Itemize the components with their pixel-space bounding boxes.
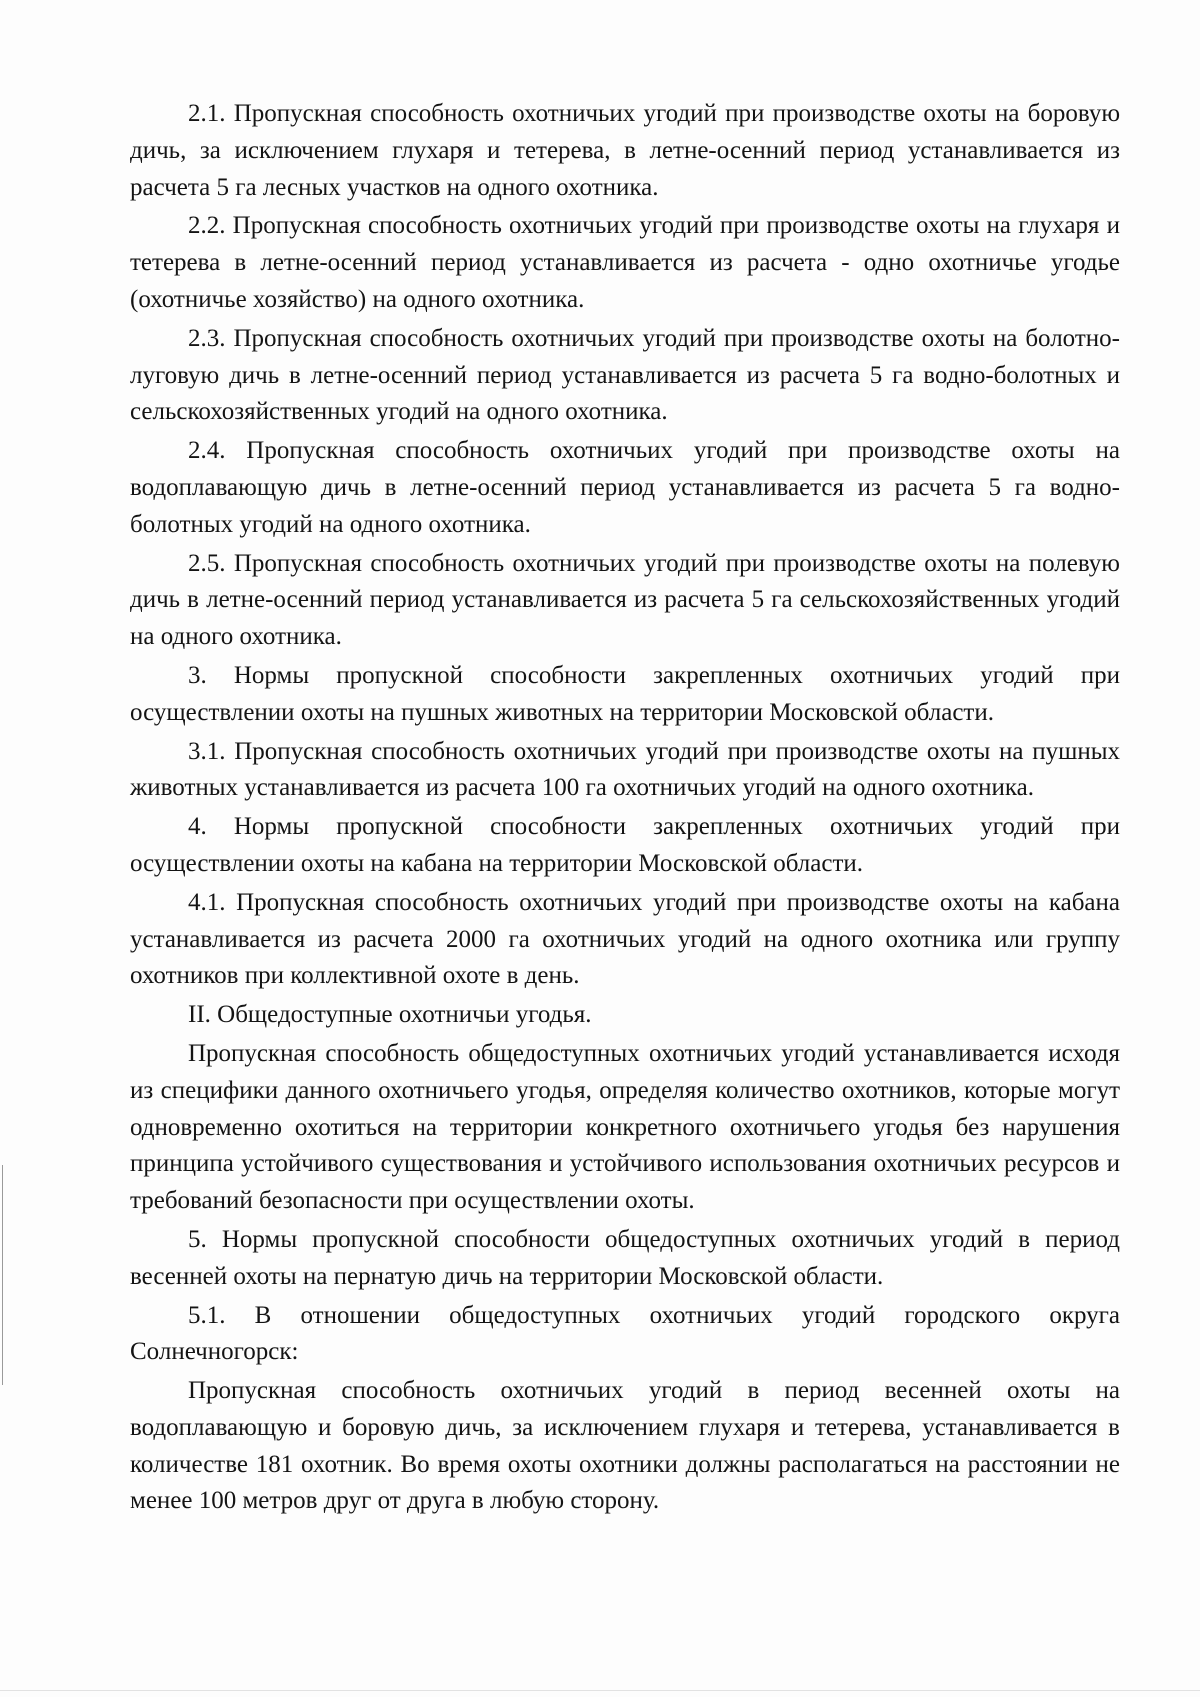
paragraph-5-1-body: Пропускная способность охотничьих угодий в период весенней охоты на водоплавающую и боровую дичь, за исключением глухаря и тетерева, устанавливается в количестве 181 охотник. Во время охоты охотники должны располагаться на расстоянии не менее 100 метров друг от друга в любую сторону. — [130, 1377, 1120, 1515]
paragraph-2-2: 2.2. Пропускная способность охотничьих угодий при производстве охоты на глухаря и тетерева в летне-осенний период устанавливается из расчета - одно охотничье угодье (охотничье хозяйство) на одного охотника. — [130, 212, 1120, 313]
paragraph-2-5: 2.5. Пропускная способность охотничьих угодий при производстве охоты на полевую дичь в летне-осенний период устанавливается из расчета 5 га сельскохозяйственных угодий на одного охотника. — [130, 549, 1120, 651]
scan-bottom-edge — [0, 1690, 1200, 1691]
paragraph-2-1: 2.1. Пропускная способность охотничьих угодий при производстве охоты на боровую дичь, за исключением глухаря и тетерева, в летне-осенний период устанавливается из расчета 5 га лесных участков на одного охотника. — [130, 100, 1120, 201]
paragraph-ii-body: Пропускная способность общедоступных охотничьих угодий устанавливается исходя из специфики данного охотничьего угодья, определяя количество охотников, которые могут одновременно охотиться на территории конкретного охотничьего угодья без нарушения принципа устойчивого существования и устойчивого использования охотничьих ресурсов и требований безопасности при осуществлении охоты. — [130, 1039, 1120, 1215]
paragraph-5-1: 5.1. В отношении общедоступных охотничьих угодий городского округа Солнечногорск: — [130, 1301, 1120, 1366]
paragraph-3-1: 3.1. Пропускная способность охотничьих угодий при производстве охоты на пушных животных устанавливается из расчета 100 га охотничьих угодий на одного охотника. — [130, 737, 1120, 802]
scan-edge-mark — [2, 1165, 3, 1385]
paragraph-4-1: 4.1. Пропускная способность охотничьих угодий при производстве охоты на кабана устанавливается из расчета 2000 га охотничьих угодий на одного охотника или группу охотников при коллективной охоте в день. — [130, 888, 1120, 990]
paragraph-2-3: 2.3. Пропускная способность охотничьих угодий при производстве охоты на болотно-луговую дичь в летне-осенний период устанавливается из расчета 5 га водно-болотных и сельскохозяйственных угодий на одного охотника. — [130, 324, 1120, 426]
paragraph-2-4: 2.4. Пропускная способность охотничьих угодий при производстве охоты на водоплавающую дичь в летне-осенний период устанавливается из расчета 5 га водно-болотных угодий на одного охотника. — [130, 437, 1120, 538]
document-body — [130, 96, 1120, 1522]
paragraph-3: 3. Нормы пропускной способности закрепленных охотничьих угодий при осуществлении охоты на пушных животных на территории Московской области. — [130, 661, 1120, 726]
paragraph-4: 4. Нормы пропускной способности закрепленных охотничьих угодий при осуществлении охоты на кабана на территории Московской области. — [130, 813, 1120, 877]
paragraph-5: 5. Нормы пропускной способности общедоступных охотничьих угодий в период весенней охоты на пернатую дичь на территории Московской области. — [130, 1225, 1120, 1290]
section-heading-ii: II. Общедоступные охотничьи угодья. — [188, 1001, 592, 1029]
